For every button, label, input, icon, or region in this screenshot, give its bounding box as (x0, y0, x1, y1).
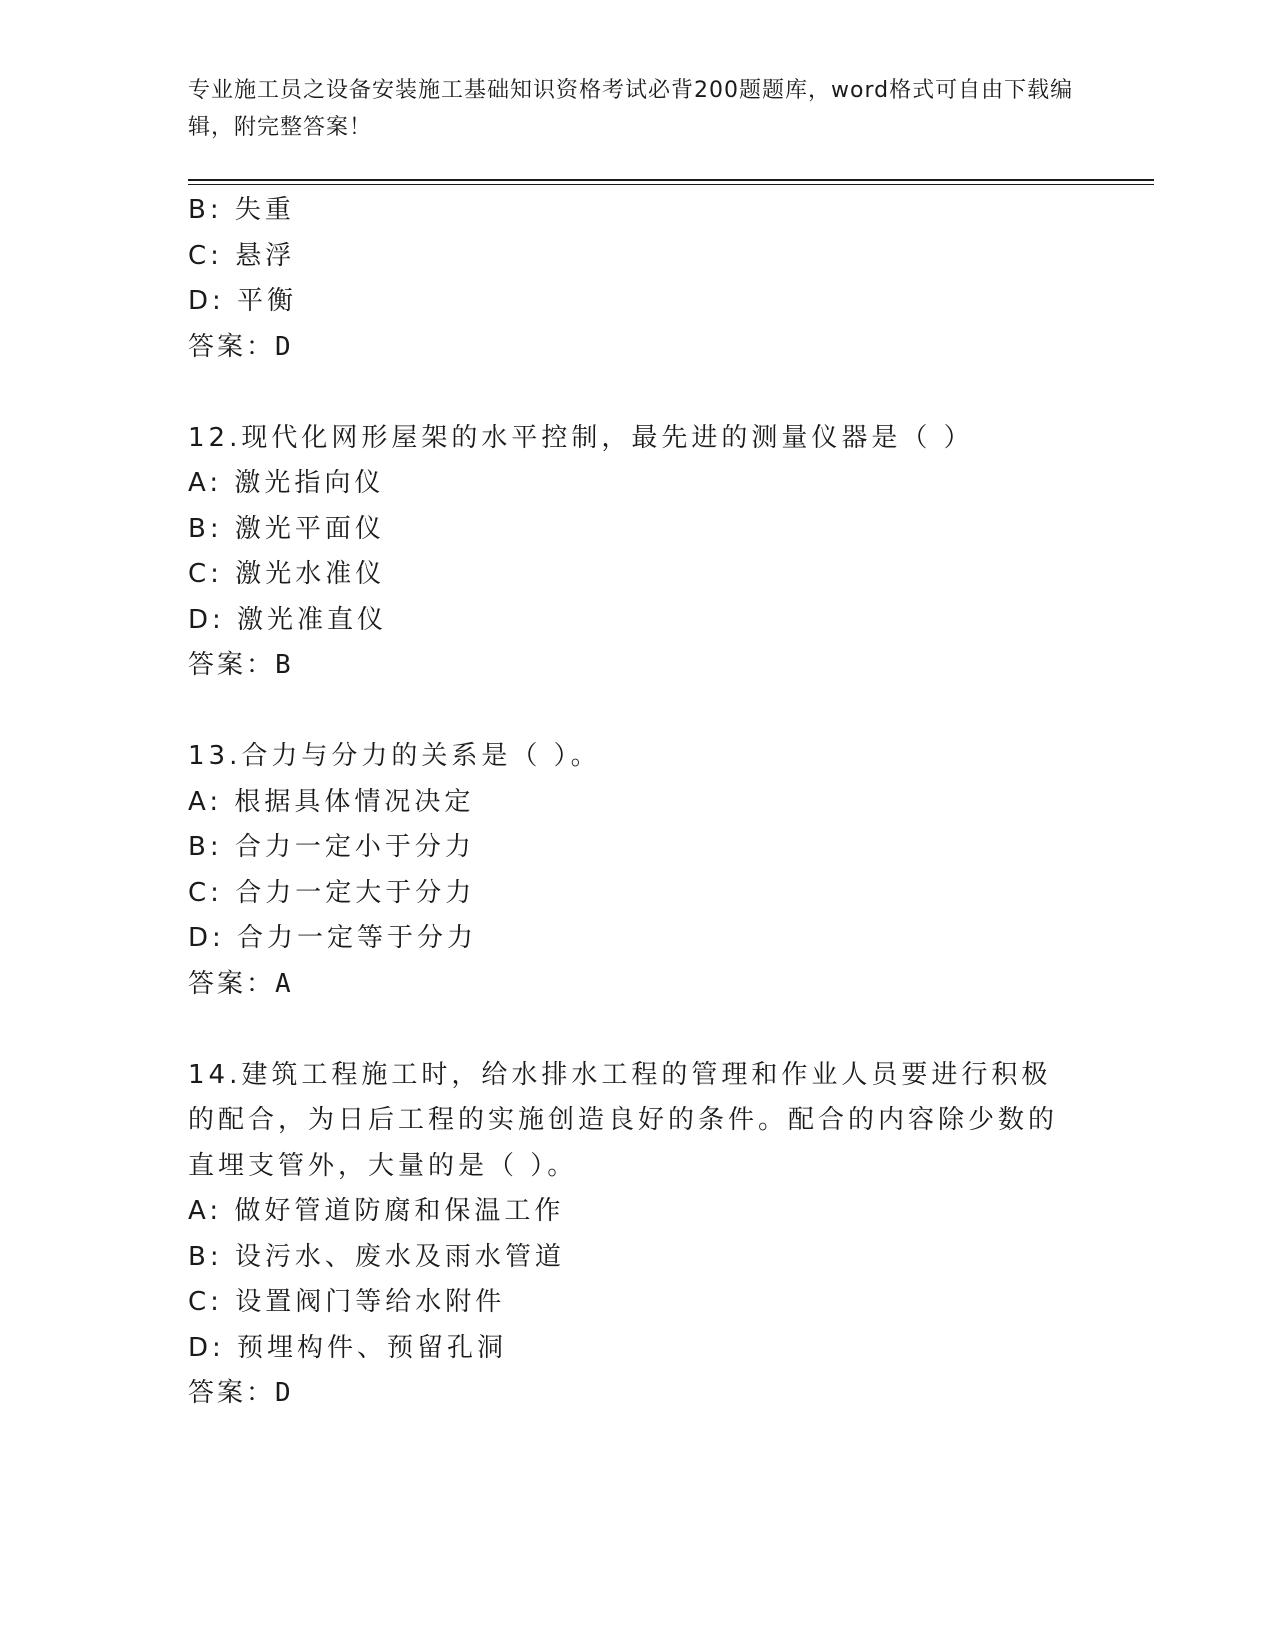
option-b (188, 1235, 1088, 1281)
option-text: 激光水准仪 (235, 559, 386, 589)
option-c (188, 552, 1088, 598)
option-text: 根据具体情况决定 (234, 786, 475, 817)
option-text: 平衡 (237, 286, 298, 316)
answer-value: A (275, 968, 292, 999)
option-letter: D: (188, 923, 225, 953)
answer-line (188, 1371, 1088, 1417)
answer-value: B (275, 650, 292, 680)
option-d (188, 916, 1088, 962)
option-c (188, 234, 1088, 280)
option-text: 预埋构件、预留孔洞 (237, 1332, 508, 1363)
option-b (188, 825, 1088, 871)
answer-line (188, 325, 1088, 371)
option-c (188, 871, 1088, 917)
question-block-12 (188, 416, 1088, 689)
option-b (188, 188, 1088, 234)
option-letter: C: (188, 877, 223, 908)
answer-line (188, 643, 1088, 689)
option-d (188, 598, 1088, 644)
answer-value: D (275, 331, 292, 362)
question-block-13 (188, 734, 1088, 1007)
option-letter: D: (188, 1332, 225, 1363)
spacer (188, 1007, 1088, 1053)
question-stem: 14.建筑工程施工时，给水排水工程的管理和作业人员要进行积极的配合，为日后工程的实施创造良好的条件。配合的内容除少数的直埋支管外，大量的是（ ）。 (188, 1059, 1059, 1181)
option-text: 激光平面仪 (234, 513, 385, 544)
option-a (188, 1189, 1088, 1235)
document-header-title: 专业施工员之设备安装施工基础知识资格考试必背200题题库，word格式可自由下载编辑，附完整答案！ (188, 78, 1074, 140)
question-stem: 13.合力与分力的关系是（ ）。 (188, 741, 601, 771)
answer-label: 答案： (188, 650, 276, 680)
answer-label: 答案： (188, 1378, 276, 1408)
option-letter: D: (188, 286, 225, 316)
answer-label: 答案： (188, 331, 276, 362)
option-letter: B: (188, 195, 223, 225)
spacer (188, 689, 1088, 735)
option-letter: B: (188, 1241, 223, 1272)
spacer (188, 370, 1088, 416)
option-letter: C: (188, 559, 223, 589)
header-divider-thick (188, 179, 1154, 181)
answer-value: D (275, 1378, 292, 1408)
option-text: 做好管道防腐和保温工作 (234, 1196, 565, 1226)
option-text: 失重 (234, 195, 295, 225)
answer-label: 答案： (188, 968, 276, 999)
option-d (188, 279, 1088, 325)
previous-question-block (188, 188, 1088, 370)
option-text: 悬浮 (235, 240, 296, 271)
header-divider-thin (188, 184, 1154, 185)
option-a (188, 780, 1088, 826)
question-stem: 12.现代化网形屋架的水平控制，最先进的测量仪器是（ ） (188, 422, 974, 453)
option-letter: D: (188, 604, 225, 635)
option-text: 合力一定小于分力 (234, 832, 475, 862)
option-c (188, 1280, 1088, 1326)
option-b (188, 507, 1088, 553)
option-text: 激光指向仪 (234, 468, 385, 498)
option-d (188, 1326, 1088, 1372)
option-letter: B: (188, 832, 223, 862)
option-letter: A: (188, 468, 223, 498)
question-block-14 (188, 1053, 1088, 1417)
option-a (188, 461, 1088, 507)
option-letter: A: (188, 786, 223, 817)
option-text: 激光准直仪 (237, 604, 388, 635)
option-letter: B: (188, 513, 223, 544)
option-letter: C: (188, 240, 223, 271)
option-letter: C: (188, 1287, 223, 1317)
option-text: 合力一定等于分力 (237, 923, 478, 953)
option-text: 合力一定大于分力 (235, 877, 476, 908)
question-content (188, 188, 1088, 1417)
option-text: 设污水、废水及雨水管道 (234, 1241, 565, 1272)
option-text: 设置阀门等给水附件 (235, 1287, 506, 1317)
answer-line (188, 962, 1088, 1008)
option-letter: A: (188, 1196, 223, 1226)
